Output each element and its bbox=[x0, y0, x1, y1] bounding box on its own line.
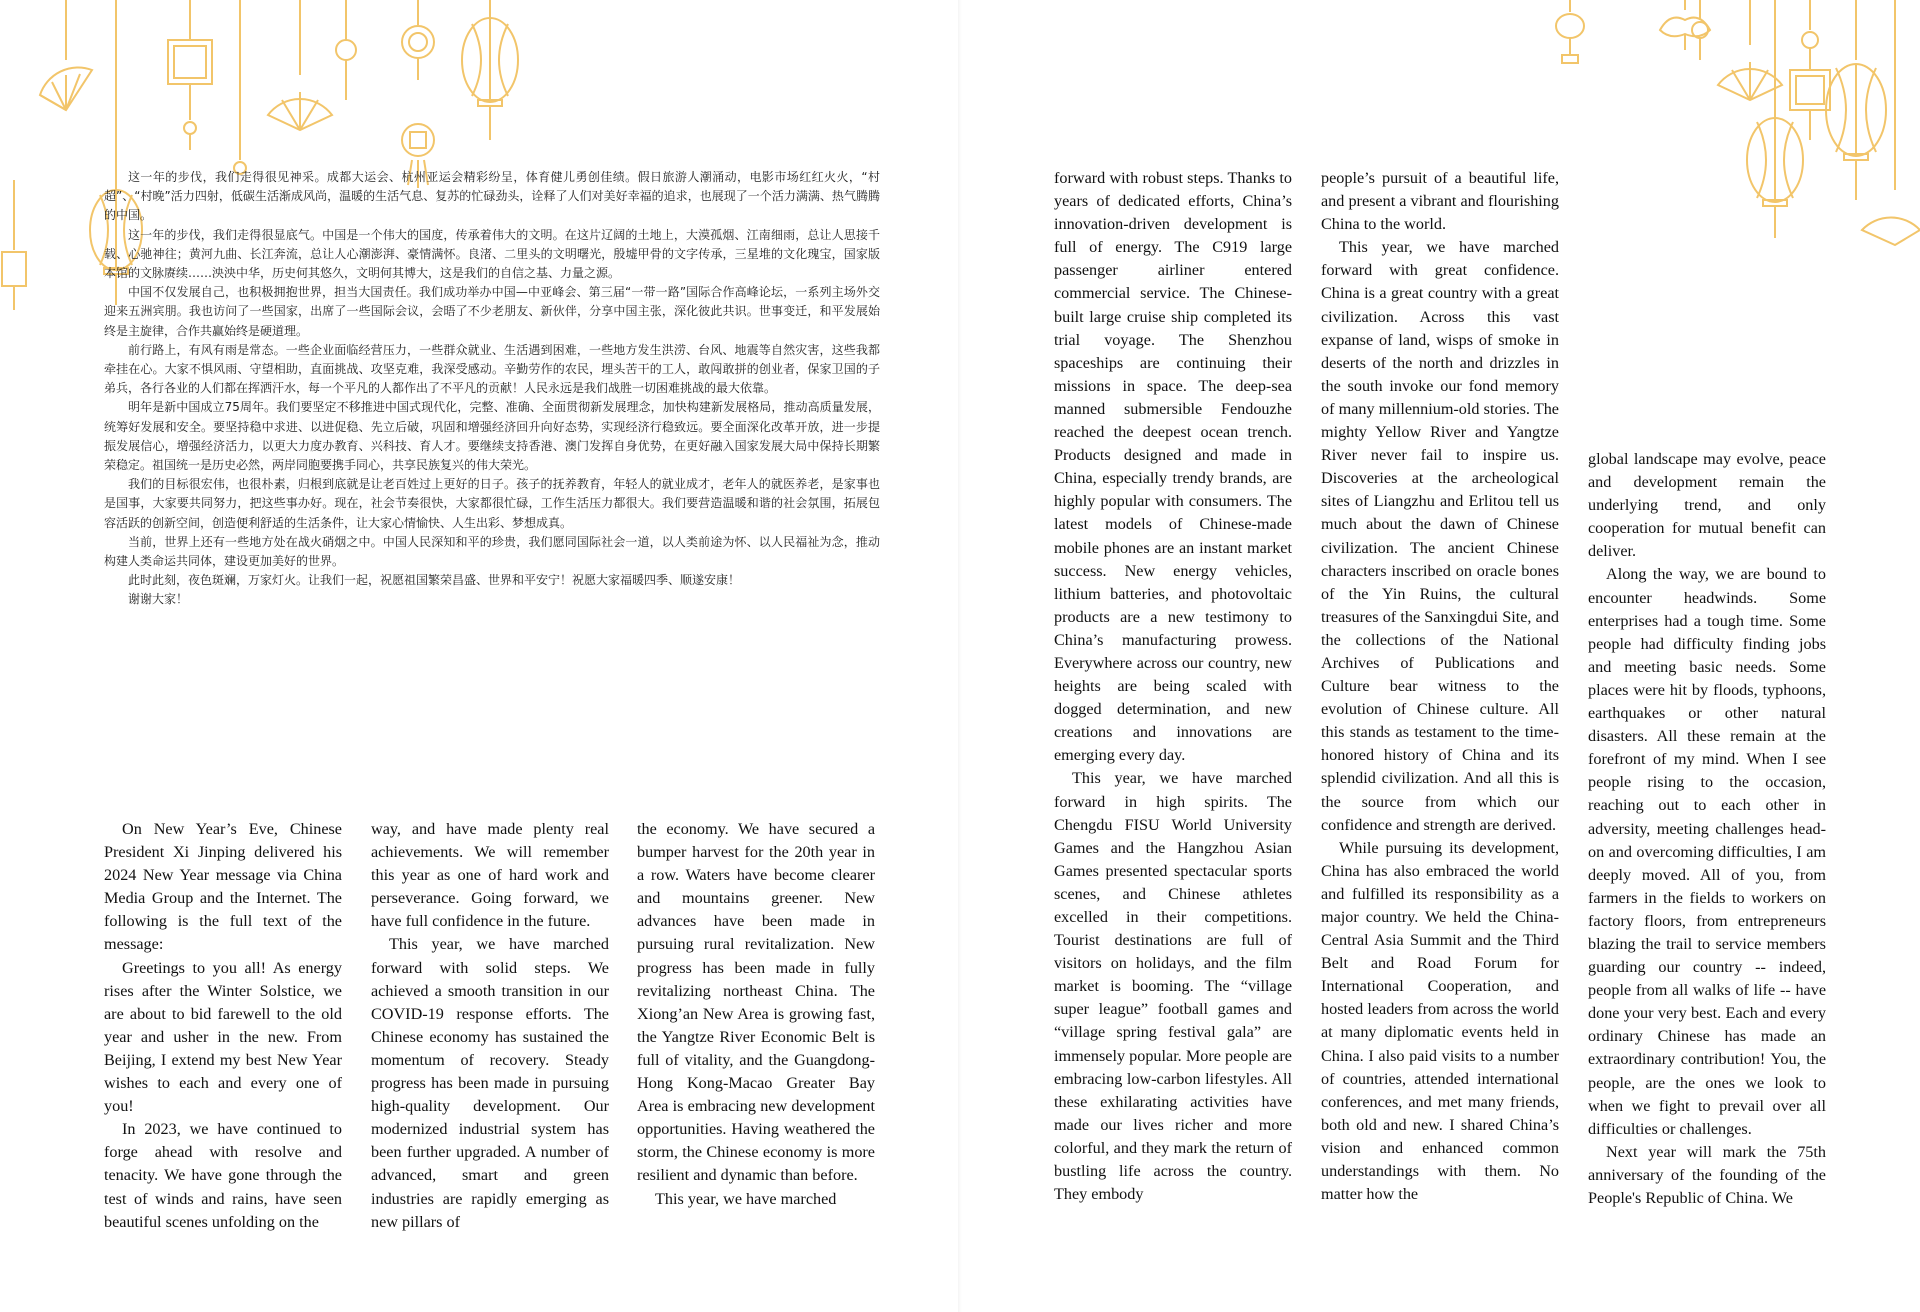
english-paragraph: Next year will mark the 75th anniversary of the founding of the People's Republic of China. We bbox=[1588, 1142, 1826, 1207]
chinese-paragraph: 此时此刻，夜色斑斓，万家灯火。让我们一起，祝愿祖国繁荣昌盛、世界和平安宁！祝愿大家福暖四季、顺遂安康！ bbox=[128, 573, 741, 588]
chinese-paragraph: 这一年的步伐，我们走得很见神采。成都大运会、杭州亚运会精彩纷呈，体育健儿勇创佳绩。假日旅游人潮涌动，电影市场红红火火，“村超”、“村晚”活力四射，低碳生活渐成风尚，温暖的生活气息、复苏的忙碌劲头，诠释了人们对美好幸福的追求，也展现了一个活力满满、热气腾腾的中国。 bbox=[104, 170, 880, 223]
english-paragraph: people’s pursuit of a beautiful life, and present a vibrant and flourishing China to the world. bbox=[1321, 169, 1559, 234]
english-paragraph: global landscape may evolve, peace and development remain the underlying trend, and only cooperation for mutual benefit can deliver. bbox=[1588, 450, 1826, 561]
english-column-2 bbox=[371, 818, 609, 1234]
english-paragraph: While pursuing its development, China has also embraced the world and fulfilled its responsibility as a major country. We held the China-Central Asia Summit and the Third Belt and Road Forum for International Cooperation, and hosted leaders from across the world at many diplomatic events held in China. I also paid visits to a number of countries, attended international conferences, and met many friends, both old and new. I shared China’s vision and enhanced common understandings with them. No matter how the bbox=[1321, 838, 1559, 1204]
lantern-decoration-icon bbox=[420, 0, 560, 150]
english-column-6 bbox=[1588, 448, 1826, 1210]
english-paragraph: forward with robust steps. Thanks to years of dedicated efforts, China’s innovation-driven development is full of energy. The C919 large passenger airliner entered commercial service. The Chinese-built large cruise ship completed its trial voyage. The Shenzhou spaceships are continuing their missions in space. The deep-sea manned submersible Fendouzhe reached the deepest ocean trench. Products designed and made in China, especially trendy brands, are highly popular with consumers. The latest models of Chinese-made mobile phones are an instant market success. New energy vehicles, lithium batteries, and photovoltaic products are a new testimony to China’s manufacturing prowess. Everywhere across our country, new heights are being scaled with dogged determination, and new creations and innovations are emerging every day. bbox=[1054, 169, 1292, 765]
english-column-5 bbox=[1321, 167, 1559, 1206]
chinese-paragraph: 这一年的步伐，我们走得很显底气。中国是一个伟大的国度，传承着伟大的文明。在这片辽阔的土地上，大漠孤烟、江南细雨，总让人思接千载、心驰神往；黄河九曲、长江奔流，总让人心潮澎湃、豪情满怀。良渚、二里头的文明曙光，殷墟甲骨的文字传承，三星堆的文化瑰宝，国家版本馆的文脉赓续……泱泱中华，历史何其悠久，文明何其博大，这是我们的自信之基、力量之源。 bbox=[104, 227, 880, 281]
chinese-paragraph: 明年是新中国成立75周年。我们要坚定不移推进中国式现代化，完整、准确、全面贯彻新发展理念，加快构建新发展格局，推动高质量发展，统筹好发展和安全。要坚持稳中求进、以进促稳、先立后破，巩固和增强经济回升向好态势，实现经济行稳致远。要全面深化改革开放，进一步提振发展信心，增强经济活力，以更大力度办教育、兴科技、育人才。要继续支持香港、澳门发挥自身优势，在更好融入国家发展大局中保持长期繁荣稳定。祖国统一是历史必然，两岸同胞要携手同心，共享民族复兴的伟大荣光。 bbox=[104, 400, 880, 473]
english-paragraph: In 2023, we have continued to forge ahead with resolve and tenacity. We have gone through the test of winds and rains, have seen beautiful scenes unfolding on the bbox=[104, 1120, 342, 1231]
chinese-paragraph: 谢谢大家！ bbox=[128, 592, 189, 607]
english-paragraph: This year, we have marched forward in high spirits. The Chengdu FISU World University Games and the Hangzhou Asian Games presented spectacular sports scenes, and Chinese athletes excelled in their competitions. Tourist destinations are full of visitors on holidays, and the film market is booming. The “village super league” football games and “village spring festival gala” are immensely popular. More people are embracing low-carbon lifestyles. All these exhilarating activities have made our lives richer and more colorful, and they mark the return of bustling life across the country. They embody bbox=[1054, 769, 1292, 1204]
english-paragraph: This year, we have marched forward with great confidence. China is a great country with a great civilization. Across this vast expanse of land, wisps of smoke in deserts of the north and drizzles in the south invoke our fond memory of many millennium-old stories. The mighty Yellow River and Yangtze River never fail to inspire us. Discoveries at the archeological sites of Liangzhu and Erlitou tell us much about the dawn of Chinese civilization. The ancient Chinese characters inscribed on oracle bones of the Yin Ruins, the cultural treasures of the Sanxingdui Site, and the collections of the National Archives of Publications and Culture bear witness to the evolution of Chinese culture. All this stands as testament to the time-honored history of China and its splendid civilization. And all this is the source from which our confidence and strength are derived. bbox=[1321, 238, 1559, 834]
english-paragraph: On New Year’s Eve, Chinese President Xi Jinping delivered his 2024 New Year message via China Media Group and the Internet. The following is the full text of the message: bbox=[104, 820, 342, 954]
english-column-1 bbox=[104, 818, 342, 1234]
english-paragraph: This year, we have marched bbox=[655, 1189, 837, 1208]
chinese-paragraph: 我们的目标很宏伟，也很朴素，归根到底就是让老百姓过上更好的日子。孩子的抚养教育，年轻人的就业成才，老年人的就医养老，是家事也是国事，大家要共同努力，把这些事办好。现在，社会节奏很快，大家都很忙碌，工作生活压力都很大。我们要营造温暖和谐的社会氛围，拓展包容活跃的创新空间，创造便利舒适的生活条件，让大家心情愉快、人生出彩、梦想成真。 bbox=[104, 477, 880, 530]
chinese-paragraph: 前行路上，有风有雨是常态。一些企业面临经营压力，一些群众就业、生活遇到困难，一些地方发生洪涝、台风、地震等自然灾害，这些我都牵挂在心。大家不惧风雨、守望相助，直面挑战、攻坚克难，我深受感动。辛勤劳作的农民，埋头苦干的工人，敢闯敢拼的创业者，保家卫国的子弟兵，各行各业的人们都在挥洒汗水，每一个平凡的人都作出了不平凡的贡献！人民永远是我们战胜一切困难挑战的最大依靠。 bbox=[104, 342, 880, 396]
chinese-paragraph: 当前，世界上还有一些地方处在战火硝烟之中。中国人民深知和平的珍贵，我们愿同国际社会一道，以人类前途为怀、以人民福祉为念，推动构建人类命运共同体，建设更加美好的世界。 bbox=[104, 534, 880, 569]
english-column-3 bbox=[637, 818, 875, 1211]
chinese-paragraph: 中国不仅发展自己，也积极拥抱世界，担当大国责任。我们成功举办中国—中亚峰会、第三届“一带一路”国际合作高峰论坛，一系列主场外交迎来五洲宾朋。我也访问了一些国家，出席了一些国际会议，会晤了不少老朋友、新伙伴，分享中国主张，深化彼此共识。世事变迁，和平发展始终是主旋律，合作共赢始终是硬道理。 bbox=[104, 285, 880, 338]
english-column-4 bbox=[1054, 167, 1292, 1206]
chinese-text-block bbox=[104, 168, 880, 610]
english-paragraph: Greetings to you all! As energy rises after the Winter Solstice, we are about to bid farewell to the old year and usher in the new. From Beijing, I extend my best New Year wishes to each and every one of you! bbox=[104, 958, 342, 1116]
english-paragraph: way, and have made plenty real achievements. We will remember this year as one of hard work and perseverance. Going forward, we have full confidence in the future. bbox=[371, 820, 609, 931]
english-paragraph: Along the way, we are bound to encounter headwinds. Some enterprises had a tough time. Some people had difficulty finding jobs and meeting basic needs. Some places were hit by floods, typhoons, earthquakes or other natural disasters. All these remain at the forefront of my mind. When I see people rising to the occasion, reaching out to each other in adversity, meeting challenges head-on and overcoming difficulties, I am deeply moved. All of you, from farmers in the fields to workers on factory floors, from entrepreneurs blazing the trail to service members guarding our country -- indeed, people from all walks of life -- have done your very best. Each and every ordinary Chinese has made an extraordinary contribution! You, the people, are the ones we look to when we fight to prevail over all difficulties or challenges. bbox=[1588, 565, 1826, 1138]
right-page bbox=[960, 0, 1920, 1312]
english-paragraph: the economy. We have secured a bumper harvest for the 20th year in a row. Waters have become clearer and mountains greener. New advances have been made in pursuing rural revitalization. New progress has been made in fully revitalizing northeast China. The Xiong’an New Area is growing fast, the Yangtze River Economic Belt is full of vitality, and the Guangdong-Hong Kong-Macao Greater Bay Area is embracing new development opportunities. Having weathered the storm, the Chinese economy is more resilient and dynamic than before. bbox=[637, 820, 875, 1185]
english-paragraph: This year, we have marched forward with solid steps. We achieved a smooth transition in our COVID-19 response efforts. The Chinese economy has sustained the momentum of recovery. Steady progress has been made in pursuing high-quality development. Our modernized industrial system has been further upgraded. A number of advanced, smart and green industries are rapidly emerging as new pillars of bbox=[371, 935, 609, 1231]
